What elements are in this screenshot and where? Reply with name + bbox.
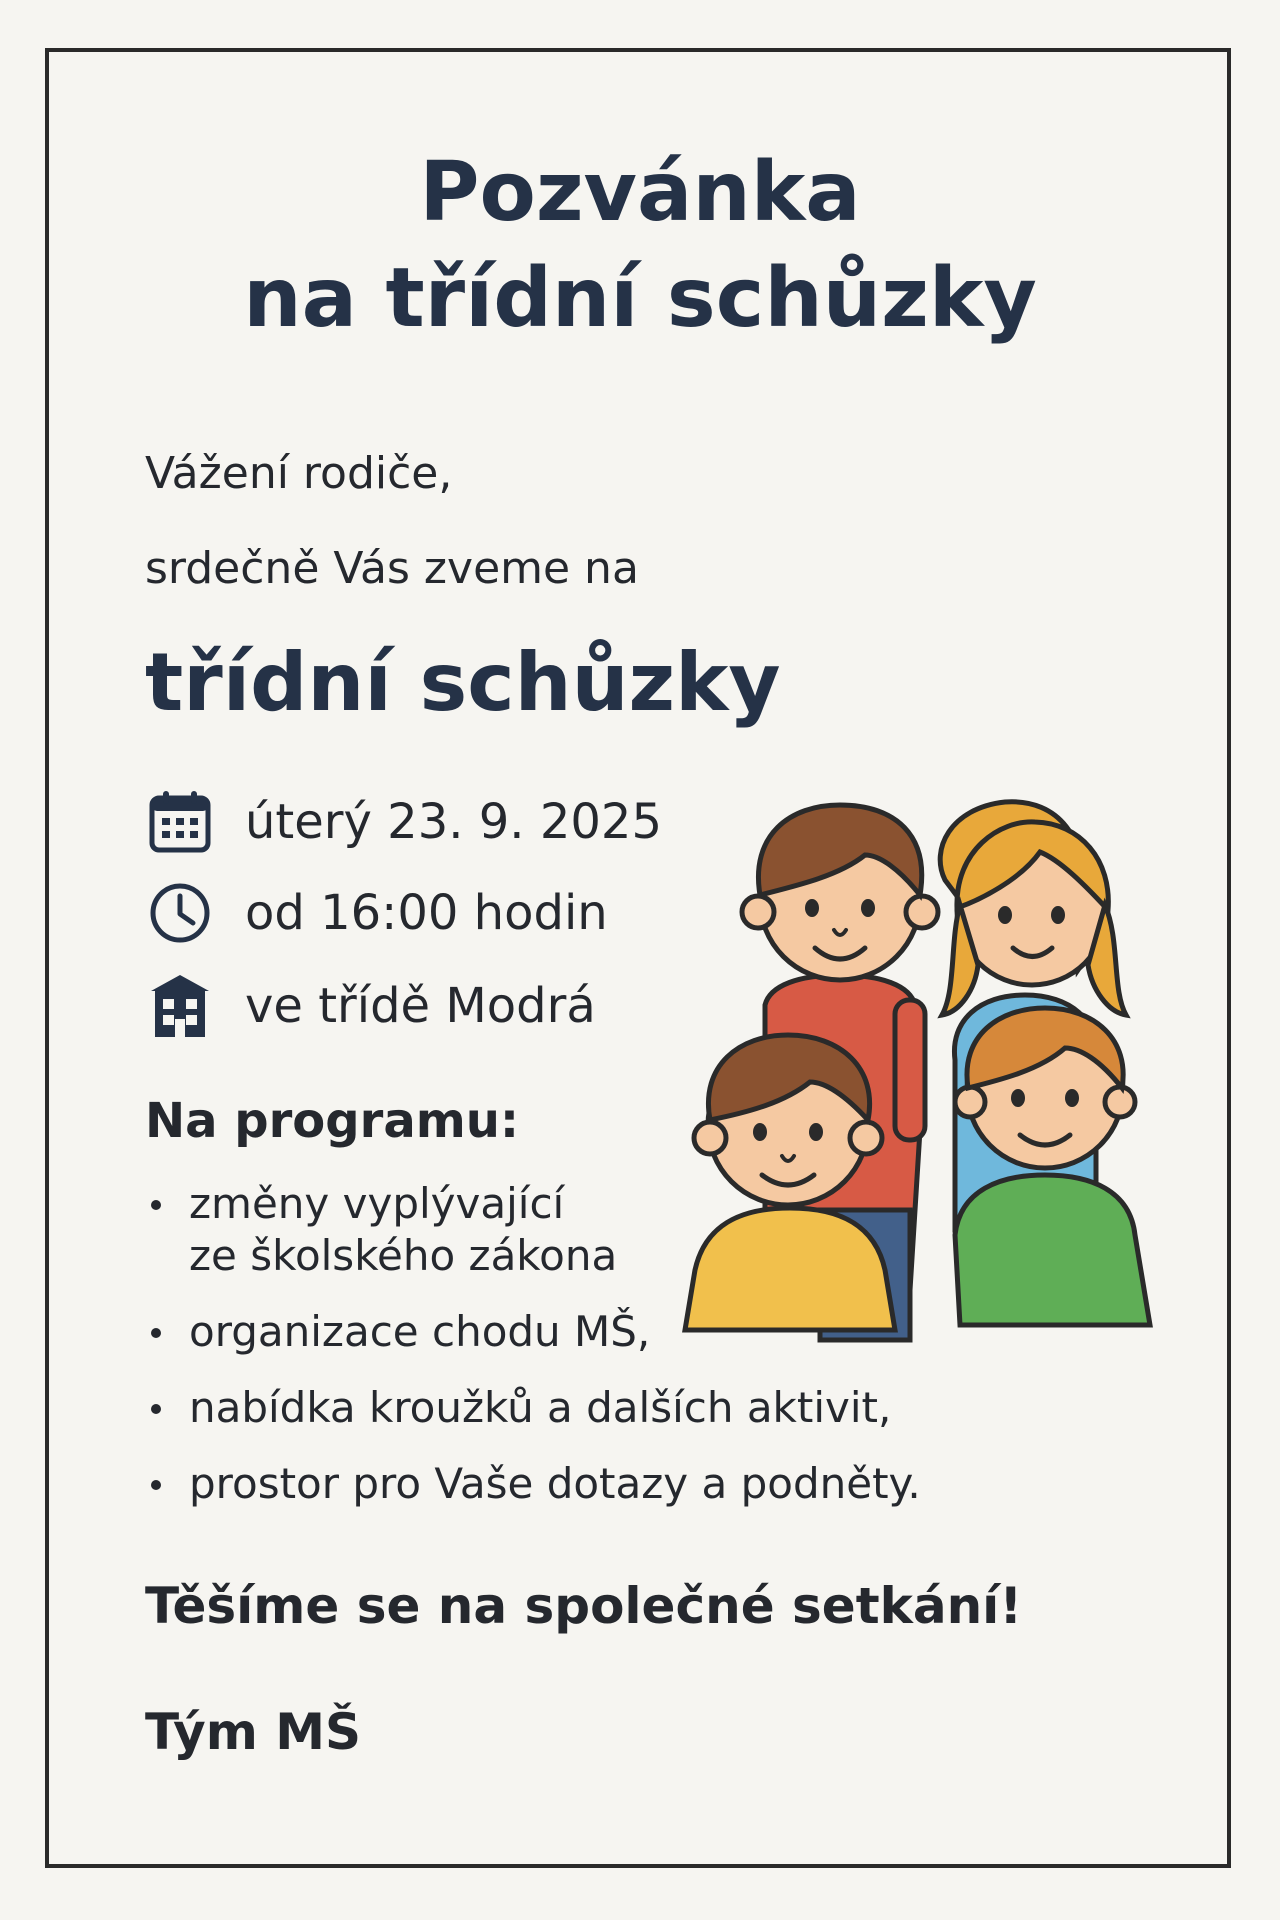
closing-text: Těšíme se na společné setkání! xyxy=(145,1577,1023,1635)
location-text: ve třídě Modrá xyxy=(245,978,596,1034)
title-line-2: na třídní schůzky xyxy=(243,251,1037,346)
event-headline: třídní schůzky xyxy=(145,636,781,729)
date-text: úterý 23. 9. 2025 xyxy=(245,794,662,850)
program-item-line: ze školského zákona xyxy=(189,1231,618,1280)
program-item xyxy=(145,1382,921,1434)
calendar-icon xyxy=(145,787,215,857)
title-line-1: Pozvánka xyxy=(419,145,861,240)
date-row xyxy=(145,782,662,862)
bullet xyxy=(151,1328,161,1338)
invitation-text: srdečně Vás zveme na xyxy=(145,543,639,594)
signature: Tým MŠ xyxy=(145,1703,362,1761)
bullet xyxy=(151,1200,161,1210)
greeting: Vážení rodiče, xyxy=(145,448,453,499)
bullet xyxy=(151,1404,161,1414)
time-text: od 16:00 hodin xyxy=(245,885,608,941)
program-item-line: prostor pro Vaše dotazy a podněty. xyxy=(189,1459,921,1508)
time-row xyxy=(145,873,608,953)
children-illustration xyxy=(680,790,1180,1360)
clock-icon xyxy=(145,878,215,948)
location-row xyxy=(145,966,596,1046)
program-item-line: změny vyplývající xyxy=(189,1179,565,1228)
page-title xyxy=(0,140,1280,352)
program-title: Na programu: xyxy=(145,1093,520,1149)
program-item-line: nabídka kroužků a dalších aktivit, xyxy=(189,1383,892,1432)
building-icon xyxy=(145,971,215,1041)
program-item xyxy=(145,1458,921,1510)
program-item xyxy=(145,1178,689,1282)
bullet xyxy=(151,1480,161,1490)
program-item-line: organizace chodu MŠ, xyxy=(189,1307,651,1356)
